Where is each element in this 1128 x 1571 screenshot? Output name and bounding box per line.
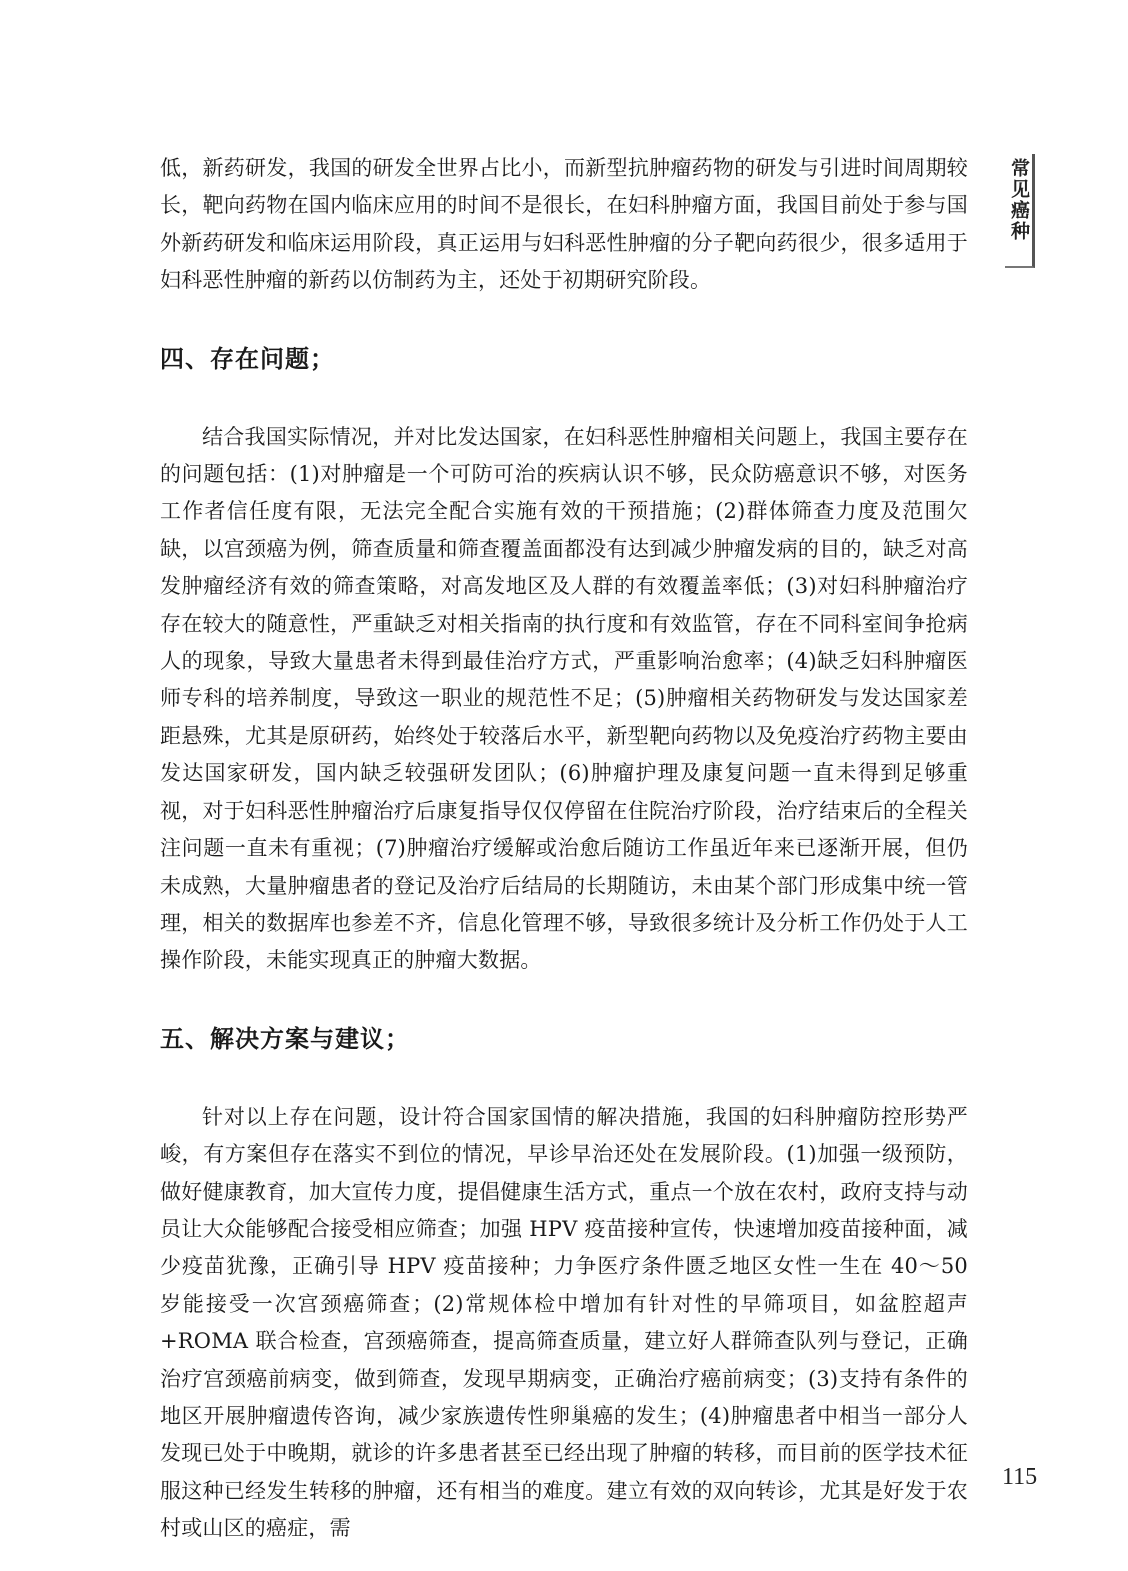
chapter-side-tab-label: 常见癌种 <box>1008 158 1030 242</box>
page-body <box>160 150 968 1548</box>
section-heading-solutions: 五、解决方案与建议； <box>160 1024 410 1053</box>
page-number: 115 <box>1002 1464 1038 1490</box>
solutions-paragraph: 针对以上存在问题，设计符合国家国情的解决措施，我国的妇科肿瘤防控形势严峻，有方案但存在落实不到位的情况，早诊早治还处在发展阶段。(1)加强一级预防，做好健康教育，加大宣传力度，提倡健康生活方式，重点一个放在农村，政府支持与动员让大众能够配合接受相应筛查；加强 HPV 疫苗接种宣传，快速增加疫苗接种面，减少疫苗犹豫，正确引导 HPV 疫苗接种；力争医疗条件匮乏地区女性一生在 40～50 岁能接受一次宫颈癌筛查；(2)常规体检中增加有针对性的早筛项目，如盆腔超声 +ROMA 联合检查，宫颈癌筛查，提高筛查质量，建立好人群筛查队列与登记，正确治疗宫颈癌前病变，做到筛查，发现早期病变，正确治疗癌前病变；(3)支持有条件的地区开展肿瘤遗传咨询，减少家族遗传性卵巢癌的发生；(4)肿瘤患者中相当一部分人发现已处于中晚期，就诊的许多患者甚至已经出现了肿瘤的转移，而目前的医学技术征服这种已经发生转移的肿瘤，还有相当的难度。建立有效的双向转诊，尤其是好发于农村或山区的癌症，需 <box>160 1104 968 1541</box>
section-heading-existing-problems: 四、存在问题； <box>160 344 335 373</box>
existing-problems-paragraph: 结合我国实际情况，并对比发达国家，在妇科恶性肿瘤相关问题上，我国主要存在的问题包括：(1)对肿瘤是一个可防可治的疾病认识不够，民众防癌意识不够，对医务工作者信任度有限，无法完全配合实施有效的干预措施；(2)群体筛查力度及范围欠缺，以宫颈癌为例，筛查质量和筛查覆盖面都没有达到减少肿瘤发病的目的，缺乏对高发肿瘤经济有效的筛查策略，对高发地区及人群的有效覆盖率低；(3)对妇科肿瘤治疗存在较大的随意性，严重缺乏对相关指南的执行度和有效监管，存在不同科室间争抢病人的现象，导致大量患者未得到最佳治疗方式，严重影响治愈率；(4)缺乏妇科肿瘤医师专科的培养制度，导致这一职业的规范性不足；(5)肿瘤相关药物研发与发达国家差距悬殊，尤其是原研药，始终处于较落后水平，新型靶向药物以及免疫治疗药物主要由发达国家研发，国内缺乏较强研发团队；(6)肿瘤护理及康复问题一直未得到足够重视，对于妇科恶性肿瘤治疗后康复指导仅仅停留在住院治疗阶段，治疗结束后的全程关注问题一直未有重视；(7)肿瘤治疗缓解或治愈后随访工作虽近年来已逐渐开展，但仍未成熟，大量肿瘤患者的登记及治疗后结局的长期随访，未由某个部门形成集中统一管理，相关的数据库也参差不齐，信息化管理不够，导致很多统计及分析工作仍处于人工操作阶段，未能实现真正的肿瘤大数据。 <box>160 424 968 973</box>
continued-paragraph: 低，新药研发，我国的研发全世界占比小，而新型抗肿瘤药物的研发与引进时间周期较长，靶向药物在国内临床应用的时间不是很长，在妇科肿瘤方面，我国目前处于参与国外新药研发和临床运用阶段，真正运用与妇科恶性肿瘤的分子靶向药很少，很多适用于妇科恶性肿瘤的新药以仿制药为主，还处于初期研究阶段。 <box>160 156 968 293</box>
